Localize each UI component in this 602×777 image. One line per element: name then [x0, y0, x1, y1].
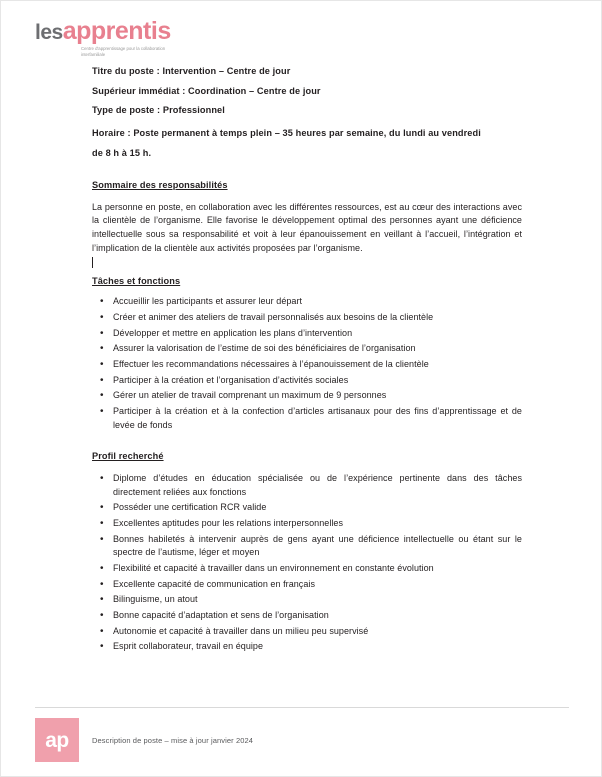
- section-title-tasks: Tâches et fonctions: [92, 276, 181, 287]
- job-type-line: Type de poste : Professionnel: [92, 105, 225, 116]
- list-item: • Autonomie et capacité à travailler dans un milieu peu supervisé: [92, 625, 522, 639]
- list-item: • Excellentes aptitudes pour les relations interpersonnelles: [92, 517, 522, 531]
- document-body: [92, 67, 522, 656]
- logo-text-apprentis: apprentis: [62, 17, 171, 45]
- tasks-list: [92, 295, 522, 432]
- schedule-line-1: Horaire : Poste permanent à temps plein – 35 heures par semaine, du lundi au vendredi: [92, 128, 481, 139]
- text-cursor: [92, 257, 93, 268]
- list-item: • Accueillir les participants et assurer leur départ: [92, 295, 522, 309]
- list-item: • Posséder une certification RCR valide: [92, 501, 522, 515]
- list-item: • Assurer la valorisation de l’estime de soi des bénéficiaires de l’organisation: [92, 342, 522, 356]
- list-item: • Flexibilité et capacité à travailler dans un environnement en constante évolution: [92, 562, 522, 576]
- schedule-line-2: de 8 h à 15 h.: [92, 148, 152, 159]
- list-item: • Excellente capacité de communication en français: [92, 578, 522, 592]
- profile-list: [92, 472, 522, 654]
- footer-divider: [35, 707, 569, 708]
- list-item: • Effectuer les recommandations nécessaires à l’épanouissement de la clientèle: [92, 358, 522, 372]
- list-item: • Bonnes habiletés à intervenir auprès de gens ayant une déficience intellectuelle ou étant sur le spectre de l’autisme, léger et moyen: [92, 533, 522, 560]
- logo-text-les: les: [35, 21, 63, 44]
- section-title-profile: Profil recherché: [92, 451, 164, 462]
- section-title-summary: Sommaire des responsabilités: [92, 179, 228, 190]
- list-item: • Bilinguisme, un atout: [92, 593, 522, 607]
- company-logo: [35, 19, 195, 55]
- footer-caption: Description de poste – mise à jour janvier 2024: [92, 736, 254, 745]
- summary-paragraph: La personne en poste, en collaboration avec les différentes ressources, est au cœur des interactions avec la clientèle de l’organisme. Elle favorise le développement optimal des personnes ayant une déficience intellectuelle sous sa responsabilité et voit à leur épanouissement en veillant à l’accueil, l’intégration et l’implication de la clientèle aux activités proposées par l’organisme.: [92, 201, 522, 253]
- list-item: • Gérer un atelier de travail comprenant un maximum de 9 personnes: [92, 389, 522, 403]
- list-item: • Bonne capacité d’adaptation et sens de l’organisation: [92, 609, 522, 623]
- list-item: • Participer à la création et à la confection d’articles artisanaux pour des fins d’apprentissage et de levée de fonds: [92, 405, 522, 432]
- job-title-line: Titre du poste : Intervention – Centre de jour: [92, 66, 291, 76]
- list-item: • Créer et animer des ateliers de travail personnalisés aux besoins de la clientèle: [92, 311, 522, 325]
- logo-tagline: Centre d'apprentissage pour la collaboration interfamiliale: [81, 46, 166, 57]
- footer-badge-text: ap: [45, 728, 69, 752]
- supervisor-line: Supérieur immédiat : Coordination – Centre de jour: [92, 85, 321, 96]
- list-item: • Diplome d’études en éducation spécialisée ou de l’expérience pertinente dans des tâches directement reliées aux fonctions: [92, 472, 522, 499]
- footer-logo-badge: [35, 718, 79, 762]
- logo-wordmark: [35, 19, 195, 44]
- list-item: • Esprit collaborateur, travail en équipe: [92, 640, 522, 654]
- list-item: • Participer à la création et l’organisation d’activités sociales: [92, 374, 522, 388]
- list-item: • Développer et mettre en application les plans d’intervention: [92, 327, 522, 341]
